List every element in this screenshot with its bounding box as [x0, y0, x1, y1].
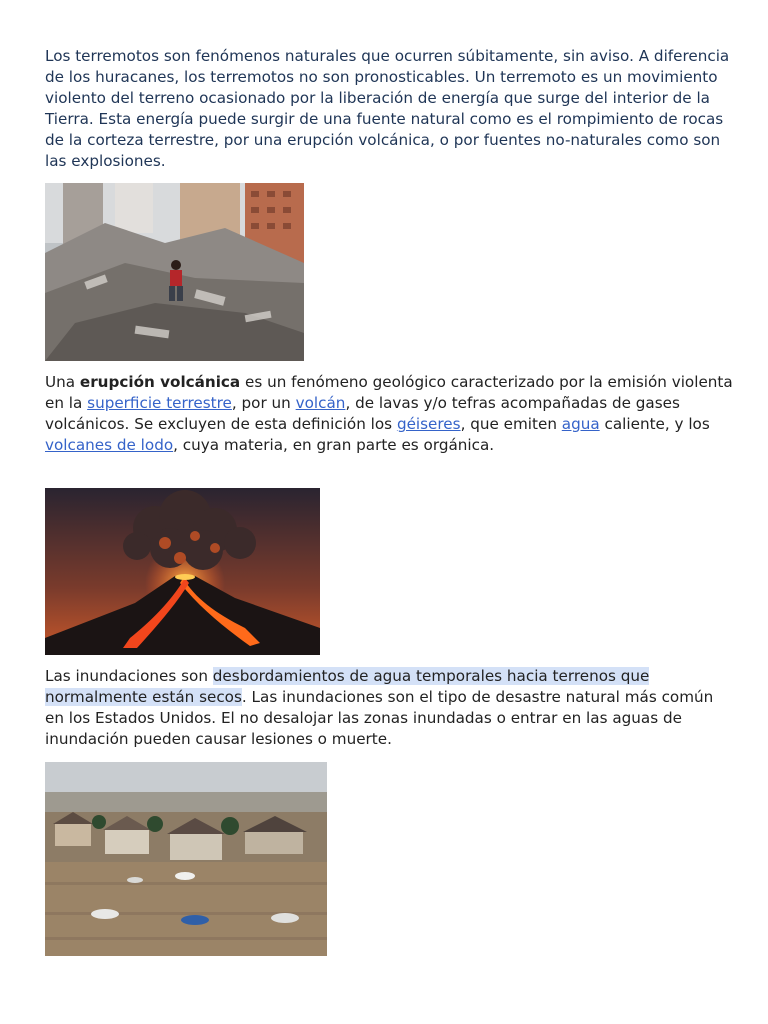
volcano-text-5: , que emiten [460, 415, 562, 433]
earthquake-text: Los terremotos son fenómenos naturales que ocurren súbitamente, sin aviso. A diferencia de los huracanes, los terremotos no son pronosticables. Un terremoto es un movimiento violento del terreno ocasionado por la liberación de energía que surge del interior de la Tierra. Esta energía puede surgir de una fuente natural como es el rompimiento de rocas de la corteza terrestre, por una erupción volcánica, o por fuentes no-naturales como son las explosiones. [45, 47, 730, 170]
volcano-text-3: , por un [231, 394, 296, 412]
volcano-text-4: , de lavas y/o tefras acompañadas de gases volcánicos. Se excluyen de esta definición los [45, 394, 680, 433]
volcano-text-1: Una [45, 373, 80, 391]
volcano-eruption-image [45, 488, 320, 655]
flood-text-1: Las inundaciones son [45, 667, 213, 685]
flood-highlighted-text: desbordamientos de agua temporales hacia terrenos que normalmente están secos [45, 667, 650, 706]
flood-text-2: . Las inundaciones son el tipo de desastre natural más común en los Estados Unidos. El no desalojar las zonas inundadas o entrar en las aguas de inundación pueden causar lesiones o muerte. [45, 688, 714, 748]
volcano-text-7: , cuya materia, en gran parte es orgánica. [173, 436, 495, 454]
link-volcan[interactable]: volcán [295, 394, 346, 412]
volcano-text-6: caliente, y los [599, 415, 710, 433]
flood-image [45, 762, 327, 956]
link-agua[interactable]: agua [561, 415, 600, 433]
volcano-text-2: es un fenómeno geológico caracterizado por la emisión violenta en la [45, 373, 733, 412]
link-geiseres[interactable]: géiseres [396, 415, 461, 433]
link-volcanes-de-lodo[interactable]: volcanes de lodo [45, 436, 174, 454]
paragraph-flood [45, 666, 735, 750]
paragraph-volcano [45, 372, 735, 456]
link-superficie-terrestre[interactable]: superficie terrestre [87, 394, 232, 412]
earthquake-rubble-image [45, 183, 304, 361]
paragraph-earthquake [45, 46, 735, 172]
volcano-bold-term: erupción volcánica [79, 373, 241, 391]
